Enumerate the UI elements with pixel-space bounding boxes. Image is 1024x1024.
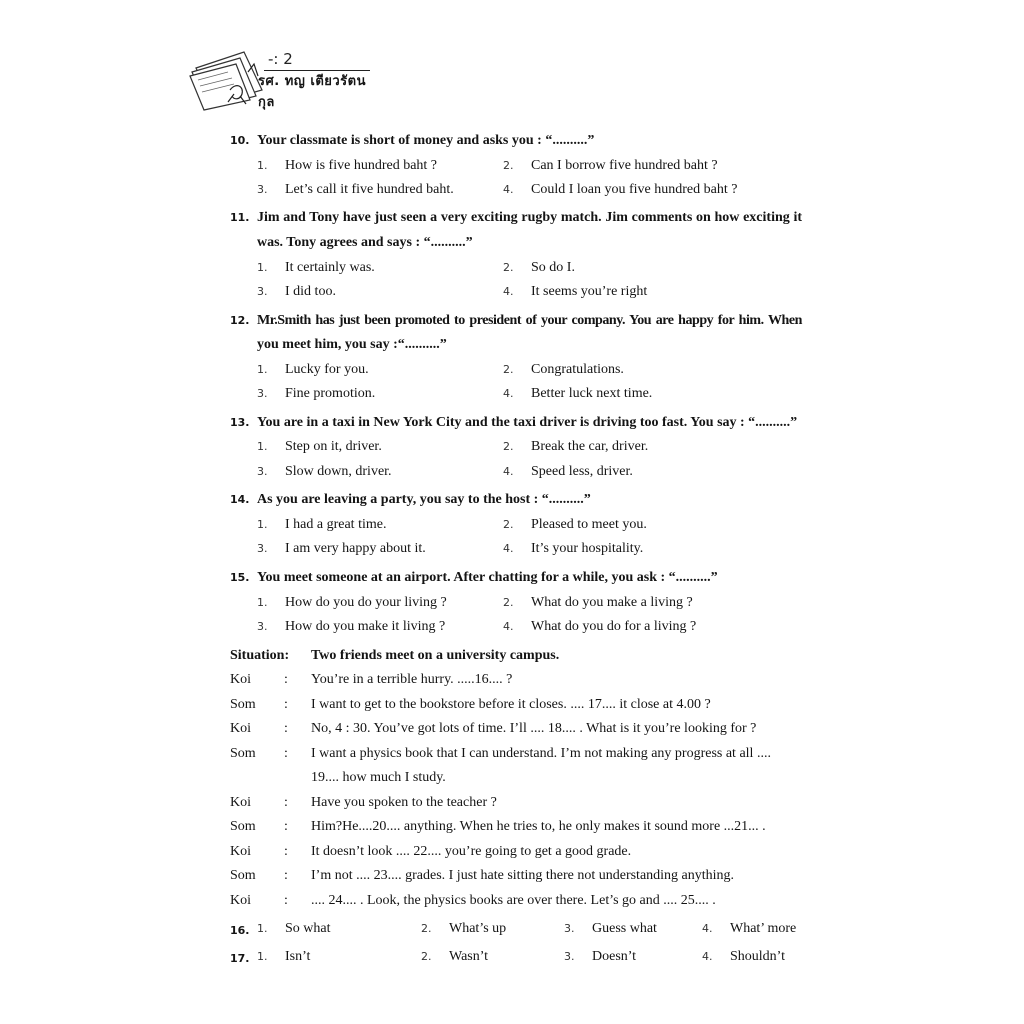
question-number: 12. [230,314,250,327]
question-text: Your classmate is short of money and asks you : “..........” [257,133,595,148]
option-number: 4. [702,950,713,963]
option-number: 2. [503,363,514,376]
dialogue-line [230,795,497,811]
option-text: Can I borrow five hundred baht ? [531,158,718,173]
colon: : [284,721,288,736]
option-number: 4. [503,183,514,196]
option-text: Guess what [592,921,657,936]
speaker: Koi [230,844,251,859]
option-number: 1. [257,922,268,935]
speaker: Som [230,697,256,712]
option-text: I did too. [285,284,336,299]
option-text: Could I loan you five hundred baht ? [531,182,738,197]
option [257,619,445,635]
option-number: 1. [257,261,268,274]
question-number: 11. [230,211,250,224]
option [503,284,647,300]
dialogue-line [230,672,512,688]
question-number: 15. [230,571,250,584]
dialogue-text: I want a physics book that I can understand. I’m not making any progress at all .... [311,746,771,761]
option-number: 2. [503,518,514,531]
option-number: 2. [503,159,514,172]
colon: : [284,819,288,834]
option-number: 3. [257,285,268,298]
dialogue-text: .... 24.... . Look, the physics books are over there. Let’s go and .... 25.... . [311,893,716,908]
option [503,362,624,378]
option-number: 4. [702,922,713,935]
option [503,386,652,402]
option [503,464,633,480]
colon: : [284,844,288,859]
dialogue-text: I want to get to the bookstore before it closes. .... 17.... it close at 4.00 ? [311,697,711,712]
question-11 [230,210,802,226]
option-number: 4. [503,285,514,298]
answer-option [564,949,636,965]
option [257,439,382,455]
colon: : [284,672,288,687]
option-text: It certainly was. [285,260,375,275]
speaker: Som [230,819,256,834]
option-text: How is five hundred baht ? [285,158,438,173]
question-text: Mr.Smith has just been promoted to president of your company. You are happy for him. When [257,313,802,328]
option-text: What’ more [730,921,797,936]
option-text: Speed less, driver. [531,464,633,479]
answer-option [564,921,657,937]
question-14 [230,492,591,508]
dialogue-text: No, 4 : 30. You’ve got lots of time. I’ll .... 18.... . What is it you’re looking for ? [311,721,757,736]
dialogue-line [230,893,716,909]
page-number: -: 2 [268,50,293,68]
answer-number: 17. [230,952,250,965]
question-number: 10. [230,134,250,147]
speaker: Som [230,746,256,761]
option-text: I had a great time. [285,517,387,532]
situation-label: Situation: [230,648,290,663]
option [503,158,718,174]
dialogue-line [230,721,756,737]
question-text-continued: was. Tony agrees and says : “..........” [257,235,473,250]
option-text: Wasn’t [449,949,489,964]
dialogue-text-continued: 19.... how much I study. [311,770,446,785]
answer-option [702,921,796,937]
question-number: 13. [230,416,250,429]
answer-number: 16. [230,924,250,937]
option-text: What do you make a living ? [531,595,693,610]
option-number: 1. [257,950,268,963]
colon: : [284,868,288,883]
option-number: 4. [503,387,514,400]
option [503,182,737,198]
page-header [188,42,378,112]
option-number: 3. [564,922,575,935]
option-text: Fine promotion. [285,386,376,401]
question-number: 14. [230,493,250,506]
colon: : [284,893,288,908]
option [257,260,375,276]
option [503,260,575,276]
option [257,182,454,198]
dialogue-line [230,697,711,713]
option-number: 1. [257,159,268,172]
question-text: You meet someone at an airport. After chatting for a while, you ask : “..........” [257,570,718,585]
dialogue-line [230,819,766,835]
dialogue-text: I’m not .... 23.... grades. I just hate sitting there not understanding anything. [311,868,735,883]
option-number: 1. [257,518,268,531]
situation-text: Two friends meet on a university campus. [311,648,560,663]
option-number: 2. [503,596,514,609]
author-name: รศ. ทญ เตียวรัตนกุล [258,74,366,110]
option-text: Slow down, driver. [285,464,392,479]
option-text: Break the car, driver. [531,439,649,454]
speaker: Som [230,868,256,883]
option-text: Step on it, driver. [285,439,382,454]
option [503,595,693,611]
option-number: 3. [564,950,575,963]
option-number: 3. [257,387,268,400]
option [257,517,386,533]
option-number: 2. [421,950,432,963]
option-text: Isn’t [285,949,311,964]
option-text: Shouldn’t [730,949,785,964]
option-number: 3. [257,620,268,633]
option-number: 3. [257,542,268,555]
question-text: As you are leaving a party, you say to the host : “..........” [257,492,591,507]
option-text: How do you make it living ? [285,619,446,634]
option-text: How do you do your living ? [285,595,447,610]
option-text: What do you do for a living ? [531,619,697,634]
option [503,541,643,557]
option-number: 1. [257,596,268,609]
dialogue-text: It doesn’t look .... 22.... you’re going to get a good grade. [311,844,632,859]
question-10 [230,133,594,149]
question-15 [230,570,718,586]
option-text: What’s up [449,921,507,936]
option-text: Congratulations. [531,362,624,377]
option [257,284,336,300]
answer-option [702,949,785,965]
option-number: 4. [503,465,514,478]
option [503,439,648,455]
option-text: So do I. [531,260,575,275]
colon: : [284,795,288,810]
dialogue-line [230,868,734,884]
option [257,464,392,480]
option [257,386,375,402]
option-number: 3. [257,183,268,196]
option [257,158,437,174]
colon: : [284,746,288,761]
speaker: Koi [230,721,251,736]
dialogue-line [230,746,771,762]
option-text: Better luck next time. [531,386,653,401]
speaker: Koi [230,672,251,687]
question-13 [230,415,797,431]
option-text: I am very happy about it. [285,541,426,556]
option [257,595,447,611]
option [257,362,369,378]
option-text: Lucky for you. [285,362,369,377]
option [503,517,647,533]
dialogue-text: Have you spoken to the teacher ? [311,795,497,810]
option-number: 4. [503,620,514,633]
option-number: 4. [503,542,514,555]
answer-option [257,921,331,937]
question-text: Jim and Tony have just seen a very exciting rugby match. Jim comments on how exciting it [257,210,802,225]
option-text: So what [285,921,331,936]
option-number: 2. [503,440,514,453]
option [503,619,696,635]
option-text: It’s your hospitality. [531,541,644,556]
option-number: 3. [257,465,268,478]
option-text: Pleased to meet you. [531,517,647,532]
colon: : [284,697,288,712]
answer-option [421,949,488,965]
question-text: You are in a taxi in New York City and the taxi driver is driving too fast. You say : “..........” [257,415,798,430]
question-text-continued: you meet him, you say :“..........” [257,337,447,352]
speaker: Koi [230,893,251,908]
question-12 [230,313,802,329]
option-text: Doesn’t [592,949,637,964]
speaker: Koi [230,795,251,810]
option [257,541,426,557]
option-number: 2. [503,261,514,274]
dialogue-text: You’re in a terrible hurry. .....16.... ? [311,672,513,687]
dialogue-line [230,844,631,860]
option-text: It seems you’re right [531,284,648,299]
situation-line [230,648,559,664]
option-text: Let’s call it five hundred baht. [285,182,454,197]
option-number: 1. [257,440,268,453]
option-number: 1. [257,363,268,376]
dialogue-text: Him?He....20.... anything. When he tries to, he only makes it sound more ...21... . [311,819,766,834]
answer-option [257,949,310,965]
option-number: 2. [421,922,432,935]
answer-option [421,921,506,937]
